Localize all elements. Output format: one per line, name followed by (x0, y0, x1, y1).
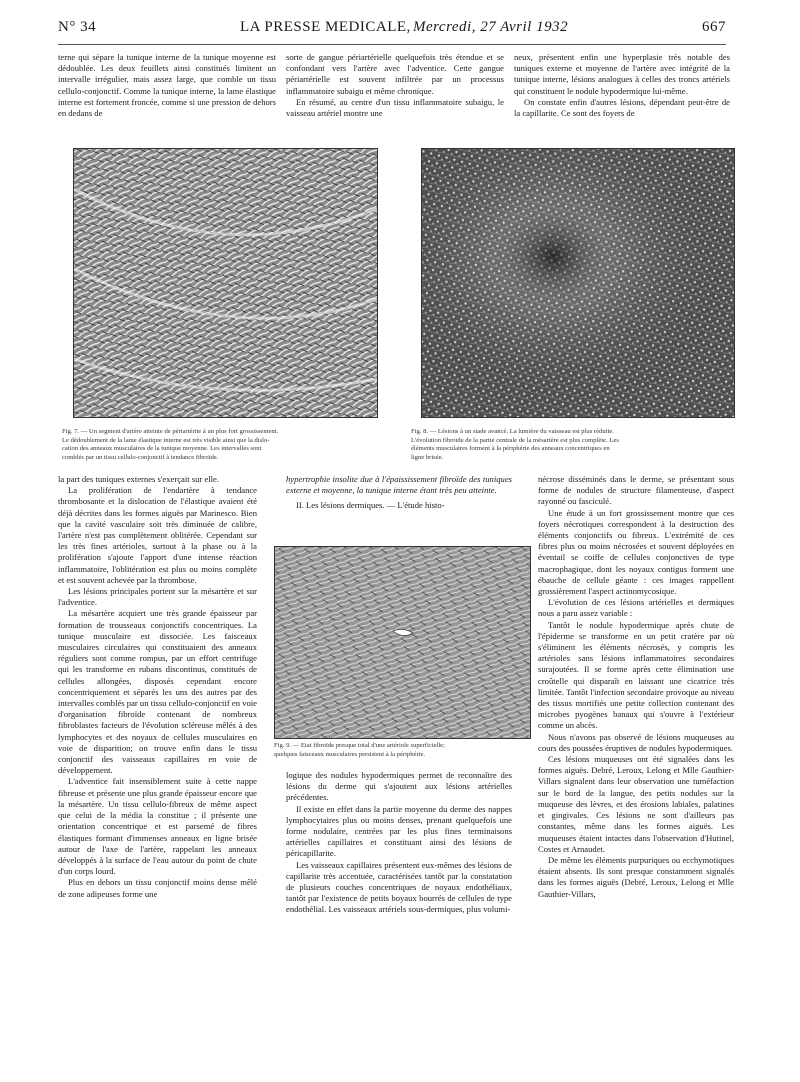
paragraph: Les vaisseaux capillaires présentent eux-mêmes des lésions de capillarite très accentuée, caractérisées tantôt par la constatation de plusieurs couches concentriques de noyaux endothéliaux, tantôt par l'existence de petits boyaux bourrés de cellules de type endothélial. Les vaisseaux artériels sous-dermiques, plus volumi- (286, 859, 512, 915)
paragraph: La prolifération de l'endartère à tendance thrombosante et la dislocation de l'élastique avaient été déjà décrites dans les formes aiguës par Marinesco. Bien que la cavité vasculaire soit très diminuée de calibre, l'artère n'est pas complètement oblitérée. Cependant sur les très fines artérioles, surtout à la phase ou à la prolifération s'ajoute l'apport d'une intense réaction inflammatoire, l'oblitération est plus ou moins complète et est souvent achevée par la thrombose. (58, 485, 257, 585)
issue-number: N° 34 (58, 19, 97, 35)
paragraph: L'évolution de ces lésions artérielles et dermiques nous a paru assez variable : (538, 597, 734, 619)
journal-title: LA PRESSE MEDICALE, (240, 19, 411, 35)
paragraph: Nous n'avons pas observé de lésions muqueuses au cours des poussées éruptives de nodules hypodermiques. (538, 731, 734, 753)
paragraph: L'adventice fait insensiblement suite à cette nappe fibreuse et présente une plus grande épaisseur encore que la mésartère. Un tissu cellulo-fibreux de même aspect que celui de la média la constitue ; il présente une orientation concentrique et est parsemé de fibres élastiques formant d'immenses anneaux en ligne brisée autour de l'axe de l'artère, rappelant les anneaux développés à la surface de l'eau autour du point de chute d'un corps lourd. (58, 776, 257, 877)
figure-8-caption: Fig. 8. — Lésions à un stade avancé. La lumière du vaisseau est plus réduite. L'évolution fibroïde de la partie centrale de la mésartère est plus complète. Les éléments musculaires forment à la périphérie des anneaux concentriques en ligne brisée. (411, 428, 619, 461)
top-column-3 (514, 52, 730, 119)
paragraph: neux, présentent enfin une hyperplasie très notable des tuniques externe et moyenne de l'artère avec intégrité de la tunique interne, lésions analogues à celles des troncs artériels qui constituent le nodule hypodermique lui-même. (514, 52, 730, 96)
running-header (58, 10, 726, 45)
paragraph: Les lésions principales portent sur la mésartère et sur l'adventice. (58, 586, 257, 608)
section-heading: II. Les lésions dermiques. — L'étude histo- (296, 500, 445, 511)
left-column (58, 474, 257, 900)
paragraph: logique des nodules hypodermiques permet de reconnaître des lésions du derme qui s'ajoutent aux lésions artérielles précédentes. (286, 770, 512, 803)
paragraph: La mésartère acquiert une très grande épaisseur par formation de trousseaux conjonctifs concentriques. La tunique musculaire est dissociée. Les faisceaux musculaires circulaires qui constituaient des anneaux réguliers sont comme rompus, par un effort centrifuge qui les transforme en rubans discontinus, constitués de cellules allongées, disposés cependant encore concentriquement et séparés les uns des autres par des intervalles comblés par un tissu cellulo-conjonctif en voie d'organisation fibroïde contenant de nombreux fibroblastes facteurs de l'évolution scléreuse mêlés à des lymphocytes et des noyaux de cellules musculaires en voie de disparition; on trouve enfin dans le tissu conjonctif des vaisseaux capillaires en voie de développement. (58, 608, 257, 776)
paragraph: On constate enfin d'autres lésions, dépendant peut-être de la capillarite. Ce sont des foyers de (514, 96, 730, 119)
paragraph: Tantôt le nodule hypodermique après chute de l'épiderme se transforme en un petit cratère par où s'éliminent les éléments nécrosés, y compris les artérioles sans lésions inflammatoires secondaires surajoutées. Il se forme après cette élimination une croûtelle qui disparaît en laissant une cicatrice très limitée. Tantôt l'infection secondaire provoque au niveau des tissus mortifiés une petite collection contenant des microbes pyogènes banaux qui s'ouvre à l'extérieur comme un abcès. (538, 619, 734, 731)
figure-9-caption: Fig. 9. — Etat fibroïde presque total d'une artériole superficielle; quelques faisceaux musculaires persistent à la périphérie. (274, 742, 445, 758)
right-column (538, 474, 734, 900)
paragraph: Il existe en effet dans la partie moyenne du derme des nappes lymphocytaires plus ou moins denses, prenant quelquefois une forme nodulaire, centrées par les plus fines terminaisons artérielles capillaires et constituant ainsi des lésions de péricapillarite. (286, 803, 512, 859)
figure-9-micrograph (274, 546, 531, 739)
figure-7-micrograph (73, 148, 378, 418)
paragraph: hypertrophie insolite due à l'épaississement fibroïde des tuniques externe et moyenne, la tunique interne étant très peu atteinte. (286, 474, 512, 496)
paragraph: terne qui sépare la tunique interne de la tunique moyenne est dédoublée. Les deux feuillets ainsi constitués limitent un intervalle irrégulier, mais assez large, que comble un tissu cellulo-conjonctif. Comme la tunique interne, la lame élastique interne est fortement froncée, comme si une pression de dehors en dedans de (58, 52, 276, 119)
paragraph: sorte de gangue périartérielle quelquefois très étendue et se confondant vers l'artère avec l'adventice. Cette gangue périartérielle est souvent infiltrée par un processus inflammatoire subaigu et même chronique. (286, 52, 504, 96)
paragraph: nécrose disséminés dans le derme, se présentant sous forme de nodules de structure filamenteuse, d'aspect rayonné ou fasciculé. (538, 474, 734, 507)
figure-7-caption: Fig. 7. — Un segment d'artère atteinte de périartérite à un plus fort grossissement. Le dédoublement de la lame élastique interne est très visible ainsi que la dislo- cation des anneaux musculaires de la tunique moyenne. Les intervalles sont comblés par un tissu cellulo-conjonctif à tendance fibroïde. (62, 428, 279, 461)
paragraph: Plus en dehors un tissu conjonctif moins dense mêlé de zone adipeuses forme une (58, 877, 257, 899)
paragraph: En résumé, au centre d'un tissu inflammatoire subaigu, le vaisseau artériel montre une (286, 96, 504, 119)
figure-8-micrograph (421, 148, 735, 418)
paragraph: la part des tuniques externes s'exerçait sur elle. (58, 474, 219, 484)
middle-column-top (286, 474, 512, 512)
paragraph: Ces lésions muqueuses ont été signalées dans les formes aiguës. Debré, Leroux, Lelong et Mlle Gauthier-Villars signalent dans leur observation une tuméfaction sur le bord de la langue, des petits nodules sur la muqueuse des lèvres, et des érosions labiales, palatines et gingivales. Ces lésions ne sont d'ailleurs pas constantes, même dans les formes aiguës. Les muqueuses étaient intactes dans l'observation d'Hutinel, Costes et Arnaudet. (538, 754, 734, 854)
paragraph: De même les éléments purpuriques ou ecchymotiques étaient absents. Ils sont presque constamment signalés dans les formes aiguës (Debré, Leroux, Lelong et Mlle Gauthier-Villars, (538, 854, 734, 899)
paragraph: Une étude à un fort grossissement montre que ces foyers nécrotiques correspondent à la destruction des éléments conjonctifs ou fibreux. L'extrémité de ces fibres plus ou moins nécrosées et souvent déployées en éventail se coiffe de cellules conjonctives de type macrophagique, dont les noyaux contigus forment une ébauche de cellule géante : ces images rappellent grossièrement l'aspect actinomycosique. (538, 507, 734, 597)
issue-date: Mercredi, 27 Avril 1932 (413, 19, 569, 35)
page-number: 667 (702, 19, 726, 35)
middle-column-bottom (286, 770, 512, 916)
top-column-2 (286, 52, 504, 119)
top-column-1 (58, 52, 276, 119)
